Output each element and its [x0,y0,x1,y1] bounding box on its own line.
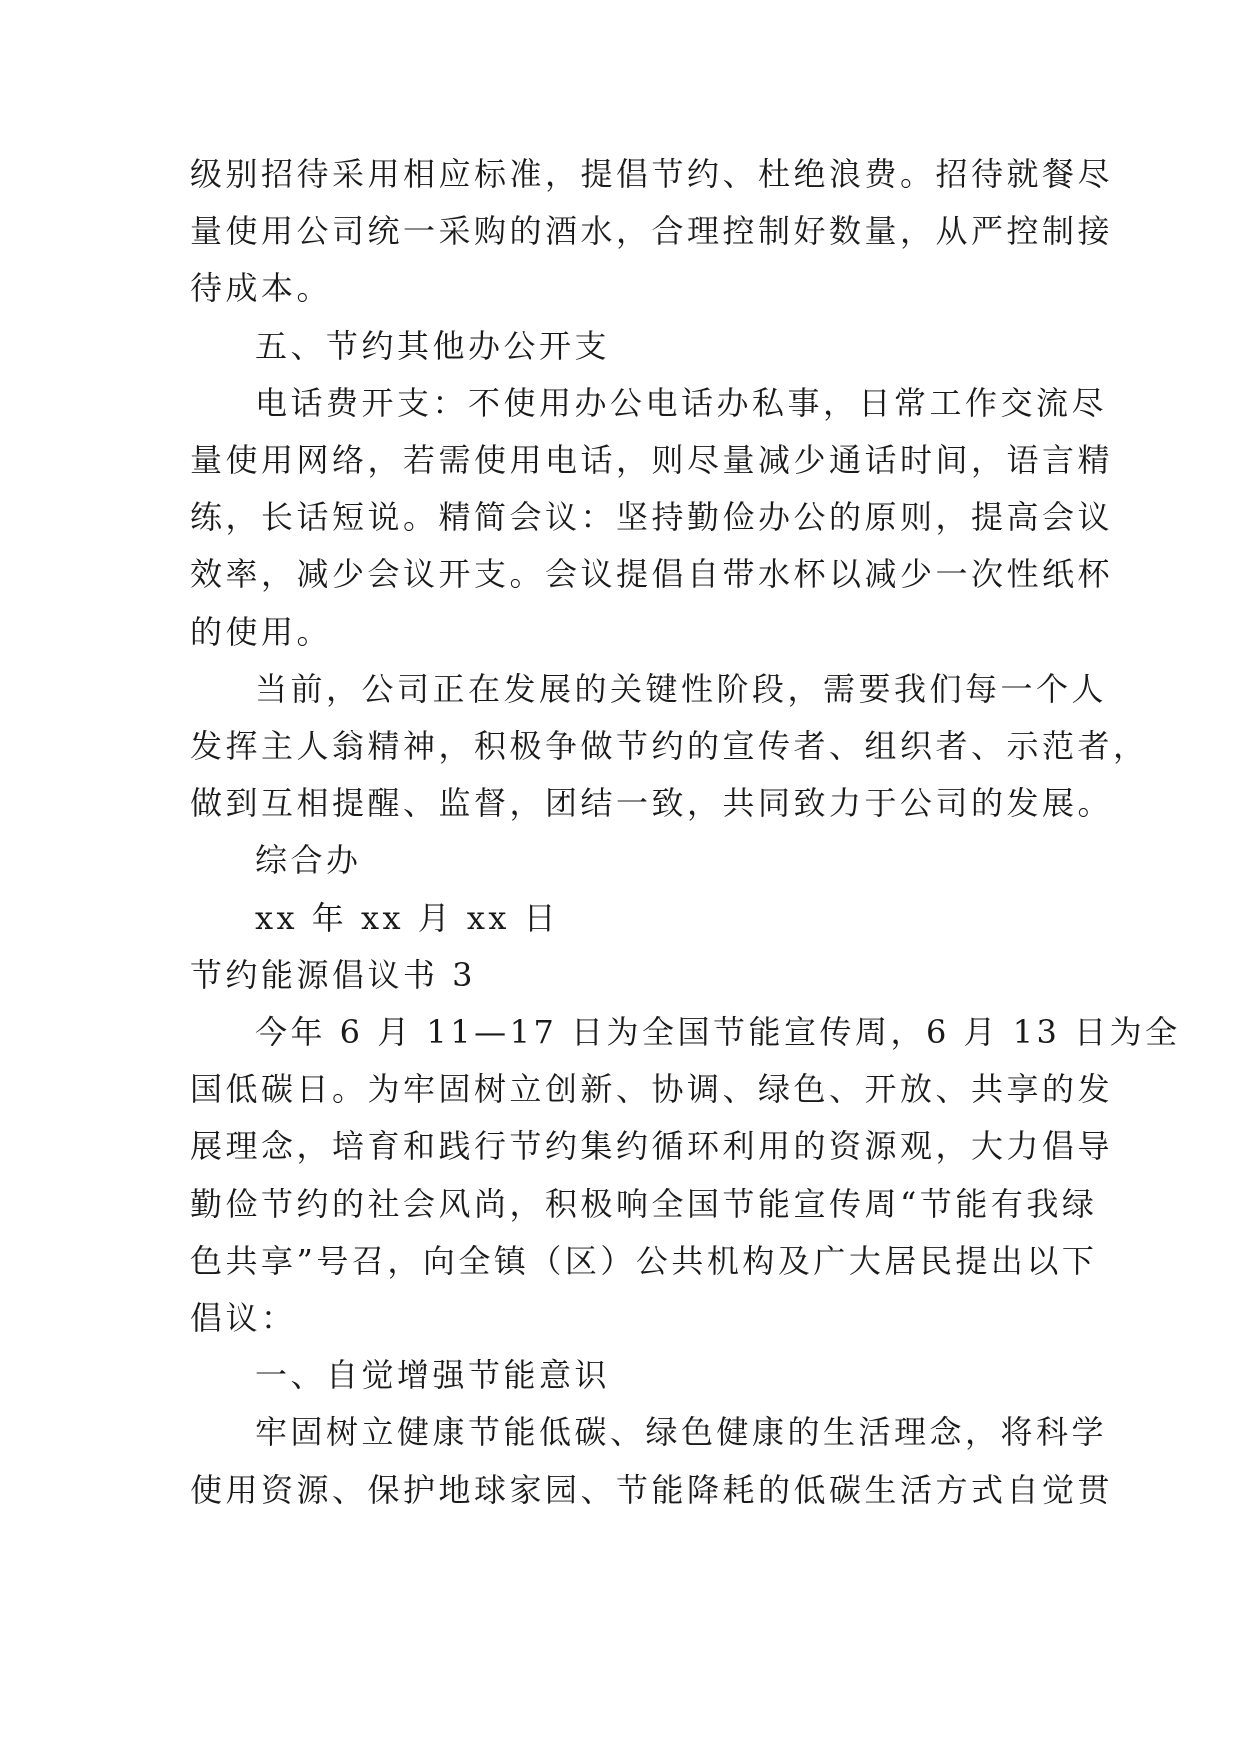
paragraph-line: 今年 6 月 11—17 日为全国节能宣传周，6 月 13 日为全 [255,1013,1181,1051]
section-heading: 五、节约其他办公开支 [255,327,611,365]
paragraph-line: 量使用网络，若需使用电话，则尽量减少通话时间，语言精 [190,441,1114,479]
paragraph-line: 量使用公司统一采购的酒水，合理控制好数量，从严控制接 [190,212,1114,250]
paragraph-line: 级别招待采用相应标准，提倡节约、杜绝浪费。招待就餐尽 [190,155,1114,193]
paragraph-line: 的使用。 [190,613,333,651]
paragraph-line: 效率，减少会议开支。会议提倡自带水杯以减少一次性纸杯 [190,555,1114,593]
paragraph-line: 当前，公司正在发展的关键性阶段，需要我们每一个人 [255,670,1108,708]
section-heading: 一、自觉增强节能意识 [255,1356,611,1394]
paragraph-line: 展理念，培育和践行节约集约循环利用的资源观，大力倡导 [190,1127,1114,1165]
paragraph-line: 勤俭节约的社会风尚，积极响全国节能宣传周“节能有我绿 [190,1185,1098,1223]
paragraph-line: 练，长话短说。精简会议：坚持勤俭办公的原则，提高会议 [190,498,1114,536]
paragraph-line: 做到互相提醒、监督，团结一致，共同致力于公司的发展。 [190,784,1114,822]
paragraph-line: 国低碳日。为牢固树立创新、协调、绿色、开放、共享的发 [190,1070,1114,1108]
paragraph-line: 使用资源、保护地球家园、节能降耗的低碳生活方式自觉贯 [190,1471,1114,1509]
paragraph-line: 发挥主人翁精神，积极争做节约的宣传者、组织者、示范者， [190,727,1149,765]
paragraph-line: 牢固树立健康节能低碳、绿色健康的生活理念，将科学 [255,1413,1108,1451]
paragraph-line: 倡议： [190,1299,297,1337]
signature-department: 综合办 [255,841,362,879]
signature-date: xx 年 xx 月 xx 日 [255,899,560,937]
paragraph-line: 色共享”号召，向全镇（区）公共机构及广大居民提出以下 [190,1242,1098,1280]
document-title: 节约能源倡议书 3 [190,956,477,994]
paragraph-line: 待成本。 [190,269,333,307]
paragraph-line: 电话费开支：不使用办公电话办私事，日常工作交流尽 [255,384,1108,422]
